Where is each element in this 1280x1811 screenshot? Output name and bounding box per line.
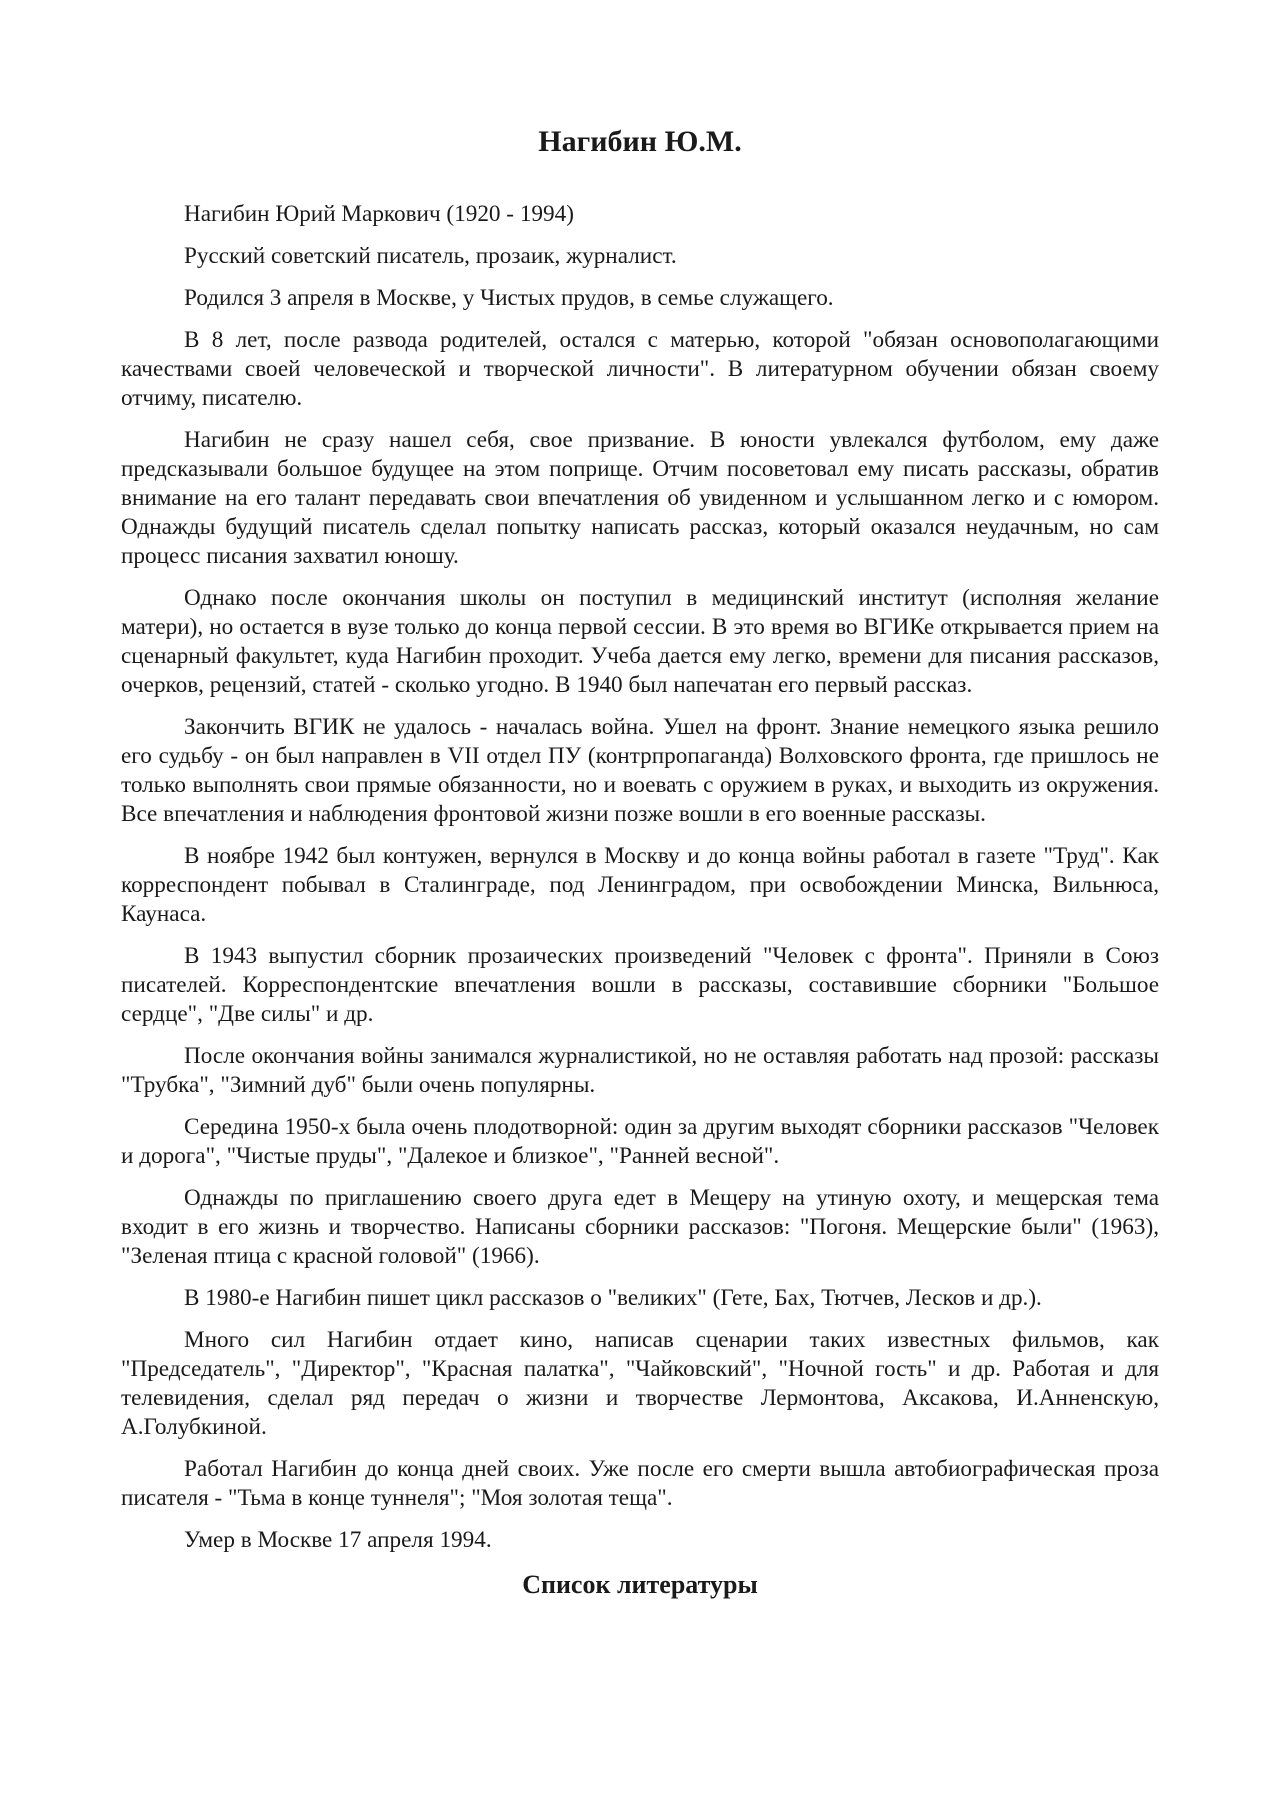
- document-page: [121, 120, 1159, 1602]
- paragraph-1950s: Середина 1950-х была очень плодотворной: один за другим выходят сборники рассказов "Человек и дорога", "Чистые пруды", "Далекое и близкое", "Ранней весной".: [121, 1114, 1159, 1169]
- paragraph-youth: Нагибин не сразу нашел себя, свое призвание. В юности увлекался футболом, ему даже предсказывали большое будущее на этом поприще. Отчим посоветовал ему писать рассказы, обратив внимание на его талант передавать свои впечатления об увиденном и услышанном легко и с юмором. Однажды будущий писатель сделал попытку написать рассказ, который оказался неудачным, но сам процесс писания захватил юношу.: [121, 427, 1159, 569]
- paragraph-cinema: Много сил Нагибин отдает кино, написав сценарии таких известных фильмов, как "Председатель", "Директор", "Красная палатка", "Чайковский", "Ночной гость" и др. Работая и для телевидения, сделал ряд передач о жизни и творчестве Лермонтова, Аксакова, И.Анненскую, А.Голубкиной.: [121, 1327, 1159, 1440]
- paragraph-childhood: В 8 лет, после развода родителей, остался с матерью, которой "обязан основополагающими качествами своей человеческой и творческой личности". В литературном обучении обязан своему отчиму, писателю.: [121, 327, 1159, 411]
- paragraph-meshchera: Однажды по приглашению своего друга едет в Мещеру на утиную охоту, и мещерская тема входит в его жизнь и творчество. Написаны сборники рассказов: "Погоня. Мещерские были" (1963), "Зеленая птица с красной головой" (1966).: [121, 1185, 1159, 1269]
- paragraph-occupation: Русский советский писатель, прозаик, журналист.: [184, 243, 677, 269]
- page-title: Нагибин Ю.М.: [538, 125, 742, 158]
- paragraph-1980s: В 1980-е Нагибин пишет цикл рассказов о "великих" (Гете, Бах, Тютчев, Лесков и др.).: [184, 1285, 1042, 1311]
- paragraph-correspondent: В ноябре 1942 был контужен, вернулся в Москву и до конца войны работал в газете "Труд". Как корреспондент побывал в Сталинграде, под Ленинградом, при освобождении Минска, Вильнюса, Каунаса.: [121, 843, 1159, 927]
- paragraph-war: Закончить ВГИК не удалось - началась война. Ушел на фронт. Знание немецкого языка решило его судьбу - он был направлен в VII отдел ПУ (контрпропаганда) Волховского фронта, где пришлось не только выполнять свои прямые обязанности, но и воевать с оружием в руках, и выходить из окружения. Все впечатления и наблюдения фронтовой жизни позже вошли в его военные рассказы.: [121, 714, 1159, 827]
- paragraph-postwar: После окончания войны занимался журналистикой, но не оставляя работать над прозой: рассказы "Трубка", "Зимний дуб" были очень популярны.: [121, 1043, 1159, 1098]
- section-title-bibliography: Список литературы: [522, 1570, 758, 1599]
- paragraph-death: Умер в Москве 17 апреля 1994.: [184, 1527, 492, 1553]
- paragraph-birth: Родился 3 апреля в Москве, у Чистых прудов, в семье служащего.: [184, 285, 834, 311]
- paragraph-late-works: Работал Нагибин до конца дней своих. Уже после его смерти вышла автобиографическая проза писателя - "Тьма в конце туннеля"; "Моя золотая теща".: [121, 1456, 1159, 1511]
- paragraph-first-collection: В 1943 выпустил сборник прозаических произведений "Человек с фронта". Приняли в Союз писателей. Корреспондентские впечатления вошли в рассказы, составившие сборники "Большое сердце", "Две силы" и др.: [121, 943, 1159, 1027]
- paragraph-education: Однако после окончания школы он поступил в медицинский институт (исполняя желание матери), но остается в вузе только до конца первой сессии. В это время во ВГИКе открывается прием на сценарный факультет, куда Нагибин проходит. Учеба дается ему легко, времени для писания рассказов, очерков, рецензий, статей - сколько угодно. В 1940 был напечатан его первый рассказ.: [121, 585, 1159, 698]
- paragraph-name-dates: Нагибин Юрий Маркович (1920 - 1994): [184, 201, 574, 227]
